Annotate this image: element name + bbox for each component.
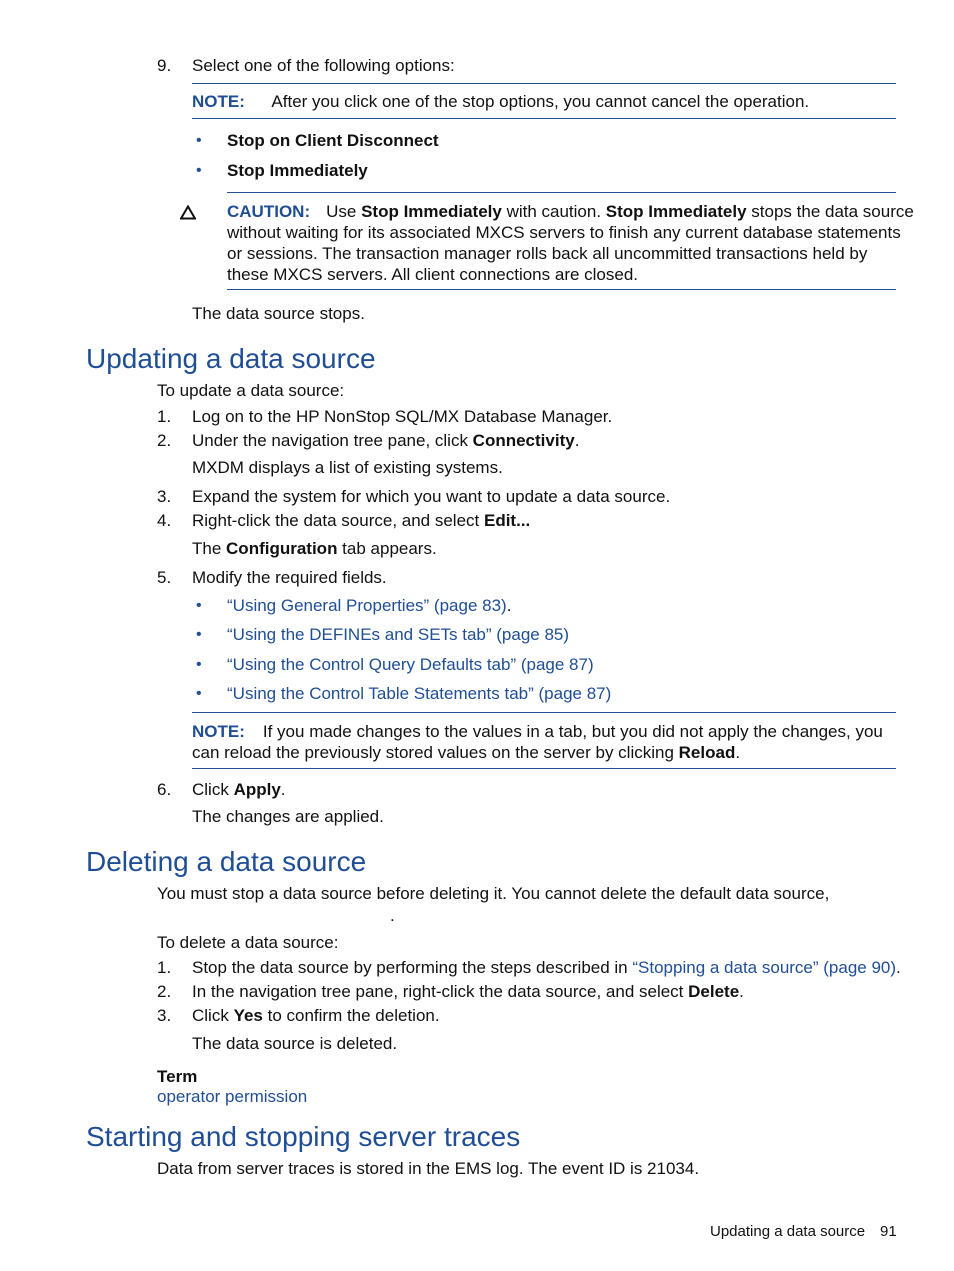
link-stopping-data-source[interactable]: “Stopping a data source” (page 90) xyxy=(632,958,897,977)
link-operator-permission[interactable]: operator permission xyxy=(157,1087,308,1106)
delete-step-1: Stop the data source by performing the steps described in “Stopping a data source” (page 90). xyxy=(192,958,901,977)
warning-triangle-icon xyxy=(180,205,196,220)
step-number: 3. xyxy=(157,487,172,506)
bullet-icon: • xyxy=(196,656,202,673)
option-stop-on-client-disconnect: Stop on Client Disconnect xyxy=(227,131,439,150)
bullet-icon: • xyxy=(196,685,202,702)
step-number: 1. xyxy=(157,958,172,977)
note-top-rule xyxy=(192,83,896,84)
caution-line-3: or sessions. The transaction manager rolls back all uncommitted transactions held by xyxy=(227,244,868,263)
link-defines-sets-tab[interactable]: “Using the DEFINEs and SETs tab” (page 85) xyxy=(227,625,570,644)
update-step-3: Expand the system for which you want to update a data source. xyxy=(192,487,671,506)
delete-intro: You must stop a data source before deleting it. You cannot delete the default data source, xyxy=(157,884,830,903)
caution-bottom-rule xyxy=(227,289,896,290)
term-label: Term xyxy=(157,1067,198,1086)
update-step-6-result: The changes are applied. xyxy=(192,807,384,826)
bullet-icon: • xyxy=(196,626,202,643)
step-9-number: 9. xyxy=(157,56,172,75)
step-number: 1. xyxy=(157,407,172,426)
link-general-properties-item: “Using General Properties” (page 83). xyxy=(227,596,512,615)
caution-label: CAUTION: xyxy=(227,202,311,221)
update-step-5: Modify the required fields. xyxy=(192,568,387,587)
caution-block: CAUTION: Use Stop Immediately with caution. Stop Immediately stops the data source without waiting for its associated MXCS servers to finish any current database statements or sessions. The transaction manager rolls back all uncommitted transactions held by these MXCS servers. All client connections are closed. xyxy=(227,202,914,284)
traces-text: Data from server traces is stored in the EMS log. The event ID is 21034. xyxy=(157,1159,700,1178)
caution-line-4: these MXCS servers. All client connections are closed. xyxy=(227,265,639,284)
step-number: 3. xyxy=(157,1006,172,1025)
update-step-2: Under the navigation tree pane, click Connectivity. xyxy=(192,431,580,450)
link-control-query-defaults-tab[interactable]: “Using the Control Query Defaults tab” (page 87) xyxy=(227,655,594,674)
update-step-6: Click Apply. xyxy=(192,780,286,799)
update-intro: To update a data source: xyxy=(157,381,345,400)
update-step-4: Right-click the data source, and select Edit... xyxy=(192,511,531,530)
option-stop-immediately: Stop Immediately xyxy=(227,161,368,180)
delete-step-3: Click Yes to confirm the deletion. xyxy=(192,1006,440,1025)
delete-intro-end: . xyxy=(390,906,395,925)
stops-result: The data source stops. xyxy=(192,304,365,323)
footer-section-title: Updating a data source xyxy=(710,1223,866,1240)
note-box xyxy=(192,92,809,112)
delete-step-2: In the navigation tree pane, right-click the data source, and select Delete. xyxy=(192,982,744,1001)
link-control-table-statements-tab[interactable]: “Using the Control Table Statements tab” (page 87) xyxy=(227,684,612,703)
step-number: 2. xyxy=(157,431,172,450)
delete-result: The data source is deleted. xyxy=(192,1034,398,1053)
note-bottom-rule xyxy=(192,768,896,769)
step-number: 4. xyxy=(157,511,172,530)
step-number: 6. xyxy=(157,780,172,799)
note-top-rule xyxy=(192,712,896,713)
heading-updating: Updating a data source xyxy=(86,343,376,374)
bullet-icon: • xyxy=(196,162,202,179)
caution-top-rule xyxy=(227,192,896,193)
step-9-text: Select one of the following options: xyxy=(192,56,455,75)
heading-deleting: Deleting a data source xyxy=(86,846,367,877)
bullet-icon: • xyxy=(196,132,202,149)
step-number: 2. xyxy=(157,982,172,1001)
note-label: NOTE: xyxy=(192,722,245,741)
note-bottom-rule xyxy=(192,118,896,119)
update-step-1: Log on to the HP NonStop SQL/MX Database Manager. xyxy=(192,407,613,426)
step-number: 5. xyxy=(157,568,172,587)
update-step-2-result: MXDM displays a list of existing systems. xyxy=(192,458,503,477)
delete-to-delete: To delete a data source: xyxy=(157,933,339,952)
link-general-properties[interactable]: “Using General Properties” (page 83) xyxy=(227,596,507,615)
update-step-4-result: The Configuration tab appears. xyxy=(192,539,437,558)
caution-line-2: without waiting for its associated MXCS servers to finish any current database statements xyxy=(227,223,901,242)
footer-page-number: 91 xyxy=(880,1223,897,1240)
heading-server-traces: Starting and stopping server traces xyxy=(86,1121,521,1152)
note-box: NOTE: If you made changes to the values in a tab, but you did not apply the changes, you can reload the previously stored values on the server by clicking Reload. xyxy=(192,722,883,762)
note-label: NOTE: xyxy=(192,92,245,111)
bullet-icon: • xyxy=(196,597,202,614)
note-text: After you click one of the stop options, you cannot cancel the operation. xyxy=(271,92,810,111)
